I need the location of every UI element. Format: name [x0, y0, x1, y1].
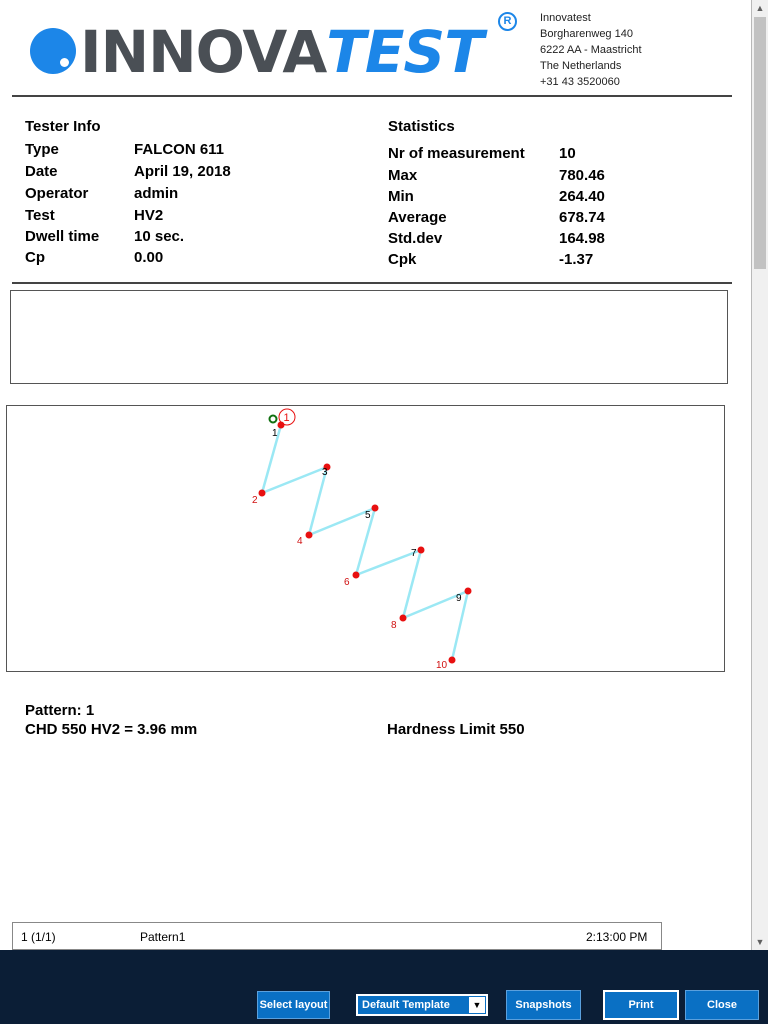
- footer-time: 2:13:00 PM: [586, 930, 648, 944]
- stat-value: 10: [559, 145, 576, 162]
- stat-value: -1.37: [559, 251, 594, 268]
- scrollbar-thumb[interactable]: [754, 17, 766, 269]
- measurement-point[interactable]: [259, 490, 266, 497]
- measurement-point-label: 7: [411, 548, 417, 559]
- measurement-point[interactable]: [278, 422, 285, 429]
- pattern-points: [252, 422, 472, 672]
- stat-value: 164.98: [559, 230, 605, 247]
- registered-mark-icon: R: [498, 12, 517, 31]
- info-value: admin: [134, 185, 179, 202]
- info-label: Type: [25, 141, 59, 158]
- info-value: FALCON 611: [134, 141, 225, 158]
- address-line-company: Innovatest: [540, 12, 591, 24]
- statistics-title: Statistics: [388, 118, 455, 135]
- info-label: Cp: [25, 249, 45, 266]
- stat-value: 264.40: [559, 188, 605, 205]
- info-value: 0.00: [134, 249, 164, 266]
- measurement-point-label: 5: [365, 510, 371, 521]
- footer-page-number: 1 (1/1): [21, 930, 56, 944]
- measurement-point[interactable]: [449, 657, 456, 664]
- header-divider: [12, 95, 732, 97]
- template-select[interactable]: [356, 994, 488, 1016]
- address-line-city: 6222 AA - Maastricht: [540, 44, 642, 56]
- stat-label: Cpk: [388, 251, 417, 268]
- info-value: HV2: [134, 207, 164, 224]
- scroll-down-arrow-icon[interactable]: ▼: [755, 937, 765, 947]
- comment-box: [10, 290, 728, 384]
- measurement-point-label: 8: [391, 620, 397, 631]
- innovatest-logo: [28, 10, 528, 90]
- measurement-point-label: 3: [322, 467, 328, 478]
- stat-value: 678.74: [559, 209, 605, 226]
- logo-wordmark: [80, 18, 483, 86]
- measurement-point-label: 9: [456, 593, 462, 604]
- dropdown-arrow-icon[interactable]: ▼: [469, 997, 485, 1013]
- logo-wordmark-part2: TEST: [326, 18, 483, 86]
- address-line-phone: +31 43 3520060: [540, 76, 620, 88]
- info-label: Test: [25, 207, 55, 224]
- measurement-point[interactable]: [372, 505, 379, 512]
- pattern-number: Pattern: 1: [25, 702, 95, 719]
- measurement-point-label: 4: [297, 536, 303, 547]
- page-footer: [12, 922, 662, 950]
- tester-info-title: Tester Info: [25, 118, 101, 135]
- measurement-point[interactable]: [306, 532, 313, 539]
- info-label: Date: [25, 163, 58, 180]
- company-address: [540, 10, 642, 90]
- scroll-up-arrow-icon[interactable]: ▲: [755, 3, 765, 13]
- stat-value: 780.46: [559, 167, 605, 184]
- measurement-point[interactable]: [465, 588, 472, 595]
- pattern-segment: [262, 467, 327, 493]
- pattern-segment: [403, 550, 421, 618]
- print-button[interactable]: Print: [603, 990, 679, 1020]
- snapshots-button[interactable]: Snapshots: [506, 990, 581, 1020]
- tester-info-section: [25, 118, 365, 278]
- measurement-point[interactable]: [400, 615, 407, 622]
- measurement-point[interactable]: [418, 547, 425, 554]
- info-divider: [12, 282, 732, 284]
- info-label: Operator: [25, 185, 89, 202]
- info-value: 10 sec.: [134, 228, 185, 245]
- stat-label: Nr of measurement: [388, 145, 525, 162]
- chd-result: CHD 550 HV2 = 3.96 mm: [25, 721, 198, 738]
- vertical-scrollbar[interactable]: [752, 0, 768, 950]
- measurement-point[interactable]: [353, 572, 360, 579]
- stat-label: Average: [388, 209, 447, 226]
- measurement-point-label: 6: [344, 577, 350, 588]
- statistics-section: [388, 118, 728, 278]
- address-line-country: The Netherlands: [540, 60, 622, 72]
- stat-label: Max: [388, 167, 418, 184]
- select-layout-button[interactable]: Select layout: [257, 991, 330, 1019]
- selected-point-number: 1: [283, 412, 290, 424]
- template-select-value: Default Template: [362, 999, 450, 1011]
- logo-dot-icon: [30, 28, 76, 74]
- start-marker-icon: [270, 416, 277, 423]
- info-value: April 19, 2018: [134, 163, 231, 180]
- footer-pattern-name: Pattern1: [140, 930, 186, 944]
- hardness-limit: Hardness Limit 550: [387, 721, 525, 738]
- info-label: Dwell time: [25, 228, 100, 245]
- measurement-point-label: 10: [436, 660, 448, 671]
- logo-wordmark-part1: INNOVA: [80, 18, 327, 86]
- pattern-path-lines: [262, 425, 468, 660]
- close-button[interactable]: Close: [685, 990, 759, 1020]
- stat-label: Min: [388, 188, 414, 205]
- measurement-point-label: 1: [272, 428, 278, 439]
- measurement-point-label: 2: [252, 495, 258, 506]
- pattern-diagram-canvas: [7, 406, 724, 671]
- address-line-street: Borgharenweg 140: [540, 28, 633, 40]
- stat-label: Std.dev: [388, 230, 443, 247]
- pattern-diagram: [6, 405, 725, 672]
